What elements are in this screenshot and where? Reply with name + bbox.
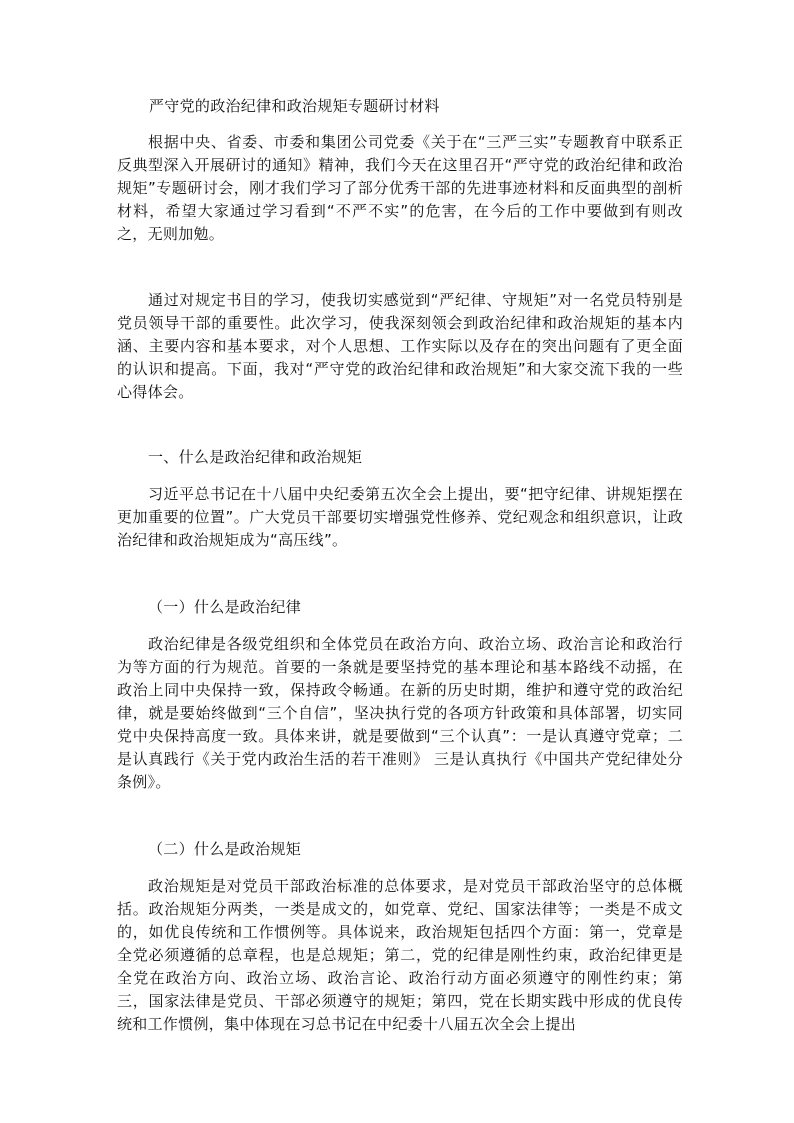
document-title: 严守党的政治纪律和政治规矩专题研讨材料 [149,97,440,115]
spacer [117,794,683,838]
section-heading-1: 一、什么是政治纪律和政治规矩 [148,448,363,466]
spacer [117,246,683,289]
subsection-heading-1: （一）什么是政治纪律 [148,598,302,616]
intro-paragraph: 根据中央、省委、市委和集团公司党委《关于在“三严三实”专题教育中联系正反典型深入开展研讨的通知》精神，我们今天在这里召开“严守党的政治纪律和政治规矩”专题研讨会，刚才我们学习了部分优秀干部的先进事迹材料和反面典型的剖析材料，希望大家通过学习看到“不严不实”的危害，在今后的工作中要做到有则改之，无则加勉。 [117,133,683,243]
subsection-heading-2: （二）什么是政治规矩 [148,840,302,858]
spacer [117,404,683,446]
document-body [117,95,683,1036]
section-1-paragraph: 习近平总书记在十八届中央纪委第五次全会上提出，要“把守纪律、讲规矩摆在更加重要的位置”。广大党员干部要切实增强党性修养、党纪观念和组织意识，让政治纪律和政治规矩成为“高压线”。 [117,485,683,549]
study-paragraph: 通过对规定书目的学习，使我切实感觉到“严纪律、守规矩”对一名党员特别是党员领导干部的重要性。此次学习，使我深刻领会到政治纪律和政治规矩的基本内涵、主要内容和基本要求，对个人思想、工作实际以及存在的突出问题有了更全面的认识和提高。下面，我对“严守党的政治纪律和政治规矩”和大家交流下我的一些心得体会。 [117,291,683,401]
subsection-1-paragraph: 政治纪律是各级党组织和全体党员在政治方向、政治立场、政治言论和政治行为等方面的行为规范。首要的一条就是要坚持党的基本理论和基本路线不动摇，在政治上同中央保持一致，保持政令畅通。在新的历史时期，维护和遵守党的政治纪律，就是要始终做到“三个自信”，坚决执行党的各项方针政策和具体部署，切实同党中央保持高度一致。具体来讲，就是要做到“三个认真”：一是认真遵守党章；二是认真践行《关于党内政治生活的若干准则》 三是认真执行《中国共产党纪律处分条例》。 [117,635,683,791]
spacer [117,552,683,596]
subsection-2-paragraph: 政治规矩是对党员干部政治标准的总体要求，是对党员干部政治坚守的总体概括。政治规矩分两类，一类是成文的，如党章、党纪、国家法律等；一类是不成文的，如优良传统和工作惯例等。具体说来，政治规矩包括四个方面：第一，党章是全党必须遵循的总章程，也是总规矩；第二，党的纪律是刚性约束，政治纪律更是全党在政治方向、政治立场、政治言论、政治行动方面必须遵守的刚性约束；第三，国家法律是党员、干部必须遵守的规矩；第四，党在长期实践中形成的优良传统和工作惯例，集中体现在习总书记在中纪委十八届五次全会上提出 [117,877,683,1033]
